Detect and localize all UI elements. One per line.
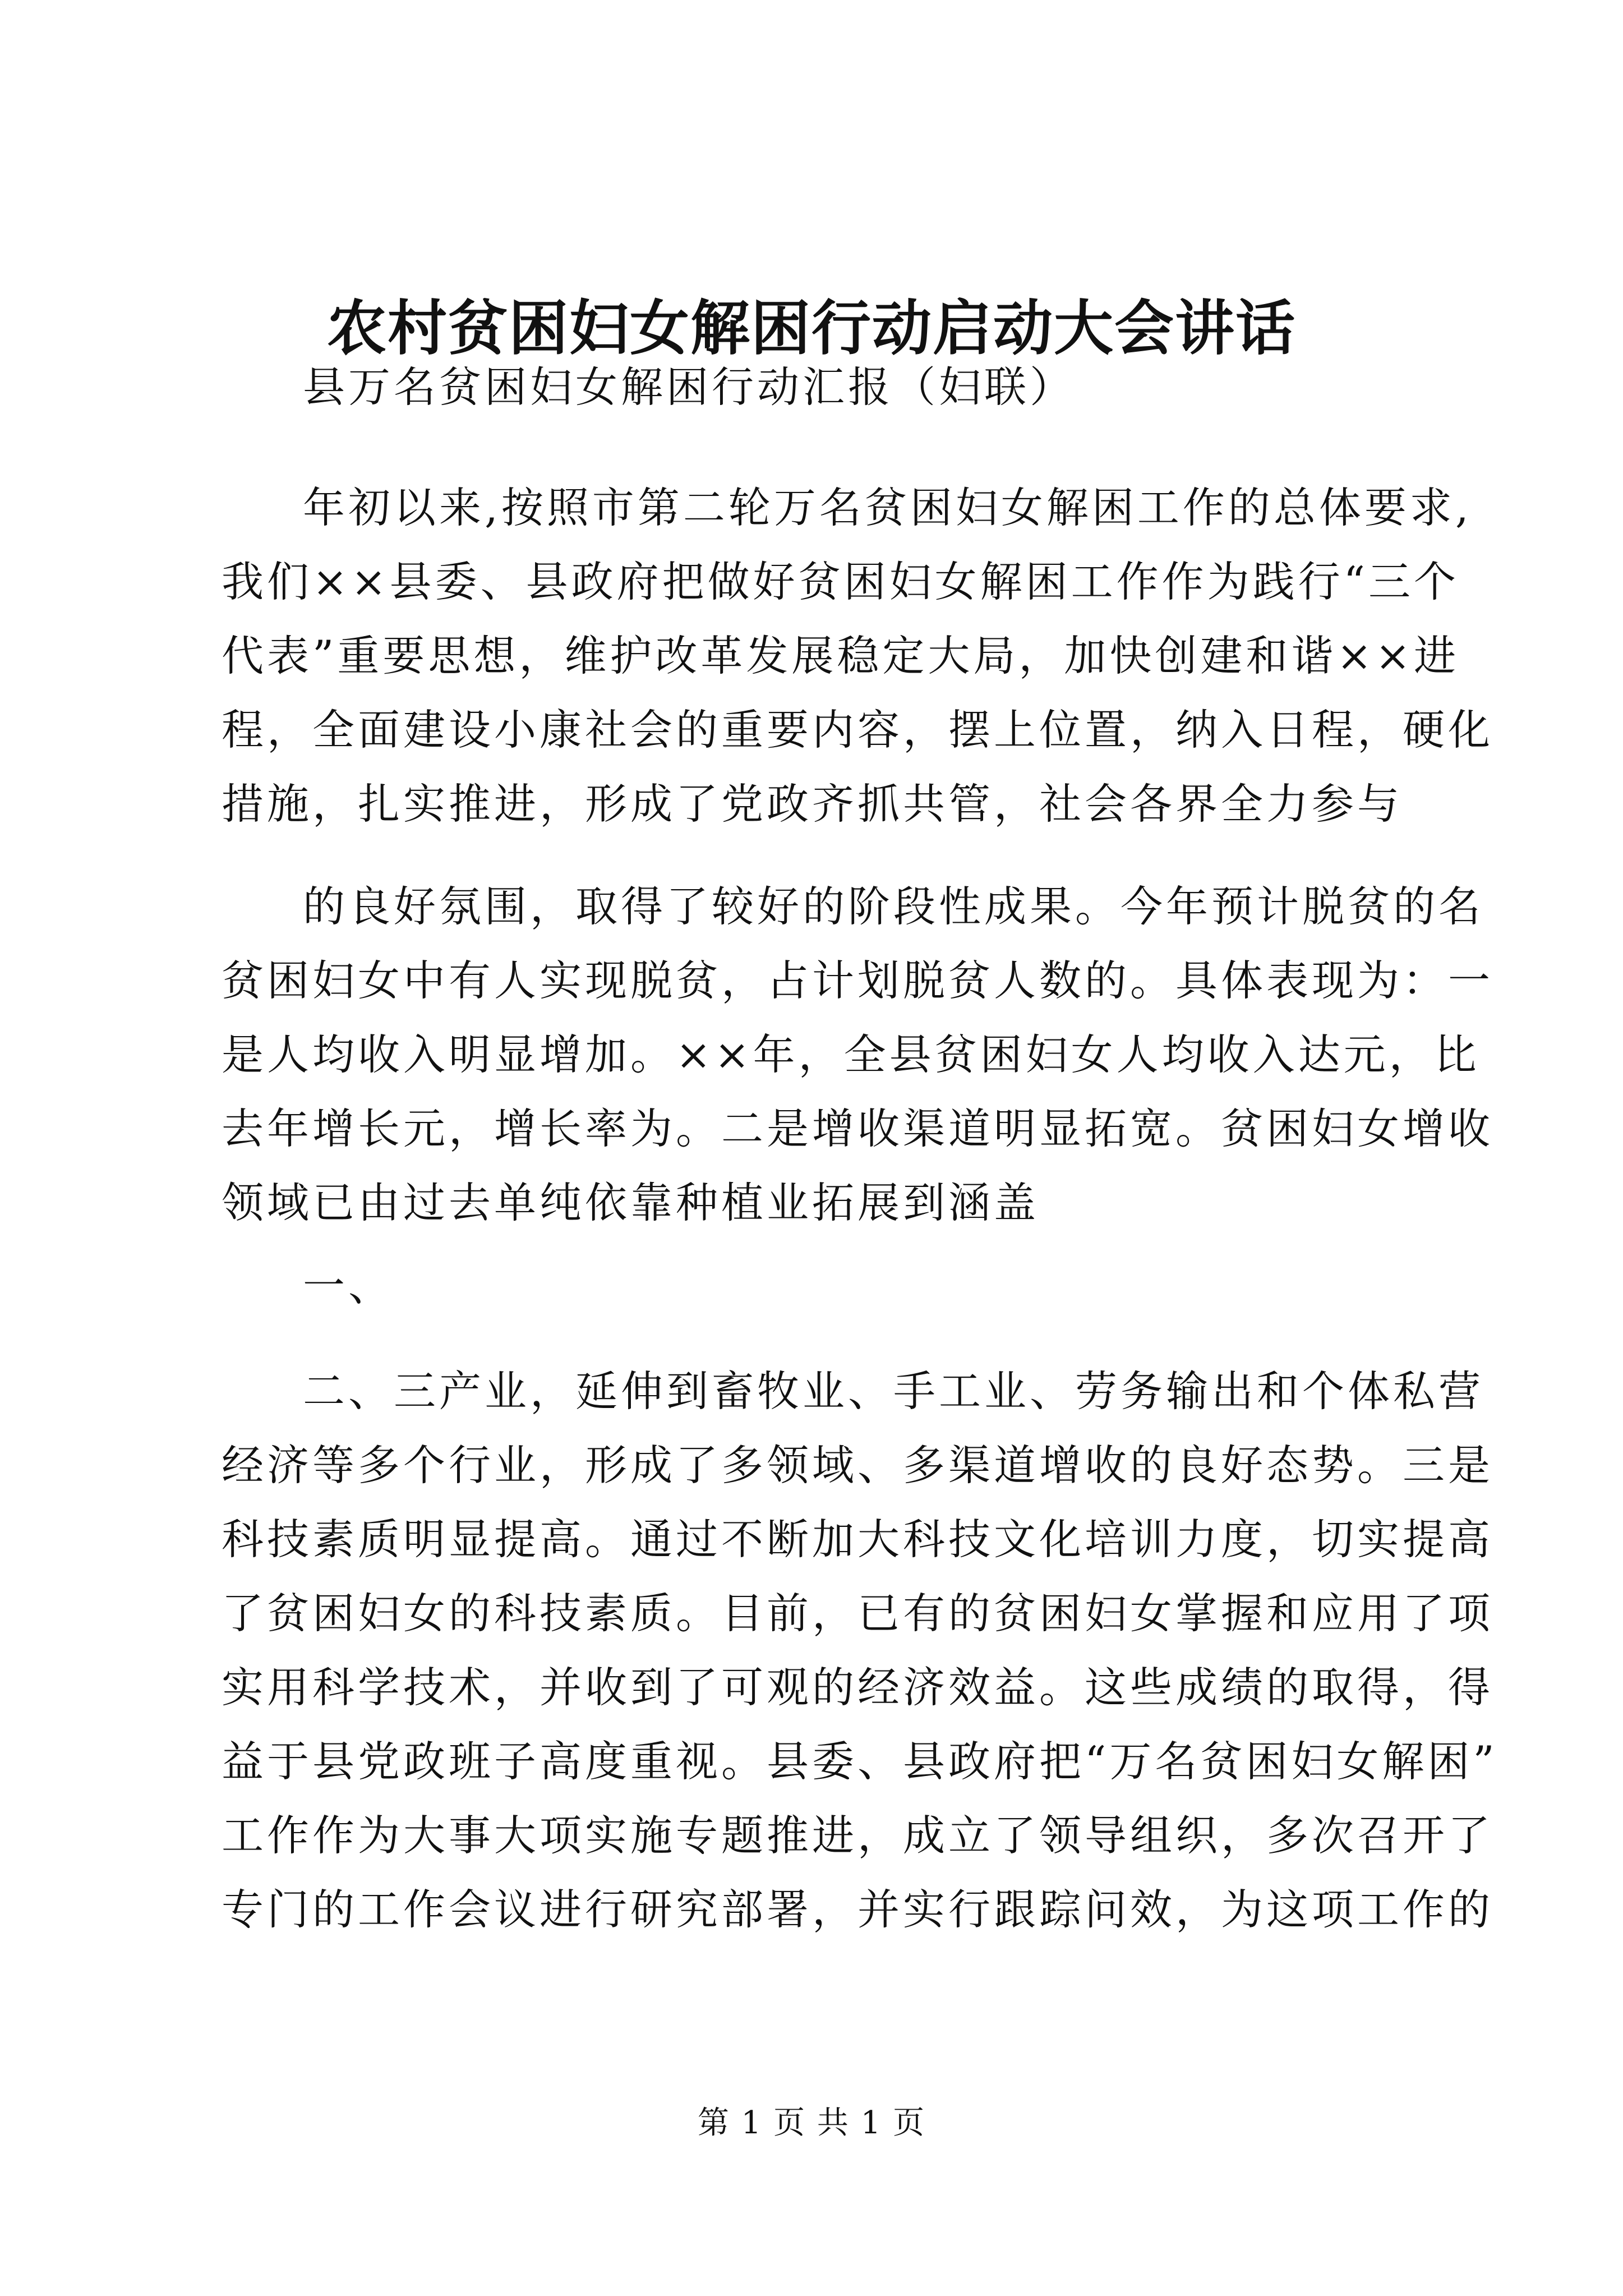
body-line: 的良好氛围，取得了较好的阶段性成果。今年预计脱贫的名 — [303, 882, 1484, 931]
body-line: 去年增长元，增长率为。二是增收渠道明显拓宽。贫困妇女增收 — [222, 1104, 1494, 1153]
body-line: 科技素质明显提高。通过不断加大科技文化培训力度，切实提高 — [222, 1515, 1494, 1564]
body-line: 益于县党政班子高度重视。县委、县政府把“万名贫困妇女解困” — [222, 1737, 1498, 1786]
body-line: 实用科学技术，并收到了可观的经济效益。这些成绩的取得，得 — [222, 1663, 1494, 1712]
document-title: 农村贫困妇女解困行动启动大会讲话 — [327, 293, 1296, 363]
page-footer: 第 1 页 共 1 页 — [697, 2105, 926, 2141]
body-line: 一、 — [303, 1261, 394, 1310]
body-line: 我们××县委、县政府把做好贫困妇女解困工作作为践行“三个 — [222, 557, 1460, 606]
body-line: 经济等多个行业，形成了多领域、多渠道增收的良好态势。三是 — [222, 1441, 1494, 1490]
body-line: 二、三产业，延伸到畜牧业、手工业、劳务输出和个体私营 — [303, 1366, 1484, 1416]
body-line: 专门的工作会议进行研究部署，并实行跟踪问效，为这项工作的 — [222, 1885, 1494, 1934]
body-line: 代表”重要思想，维护改革发展稳定大局，加快创建和谐××进 — [222, 631, 1460, 680]
body-line: 是人均收入明显增加。××年，全县贫困妇女人均收入达元，比 — [222, 1030, 1480, 1079]
body-line: 年初以来,按照市第二轮万名贫困妇女解困工作的总体要求, — [303, 483, 1472, 532]
body-line: 了贫困妇女的科技素质。目前，已有的贫困妇女掌握和应用了项 — [222, 1589, 1494, 1638]
subtitle-line: 县万名贫困妇女解困行动汇报（妇联） — [303, 362, 1076, 412]
body-line: 领域已由过去单纯依靠种植业拓展到涵盖 — [222, 1178, 1040, 1227]
body-line: 程，全面建设小康社会的重要内容，摆上位置，纳入日程，硬化 — [222, 705, 1494, 754]
body-line: 工作作为大事大项实施专题推进，成立了领导组织，多次召开了 — [222, 1811, 1494, 1860]
body-line: 贫困妇女中有人实现脱贫，占计划脱贫人数的。具体表现为：一 — [222, 956, 1494, 1005]
body-line: 措施，扎实推进，形成了党政齐抓共管，社会各界全力参与 — [222, 779, 1403, 829]
